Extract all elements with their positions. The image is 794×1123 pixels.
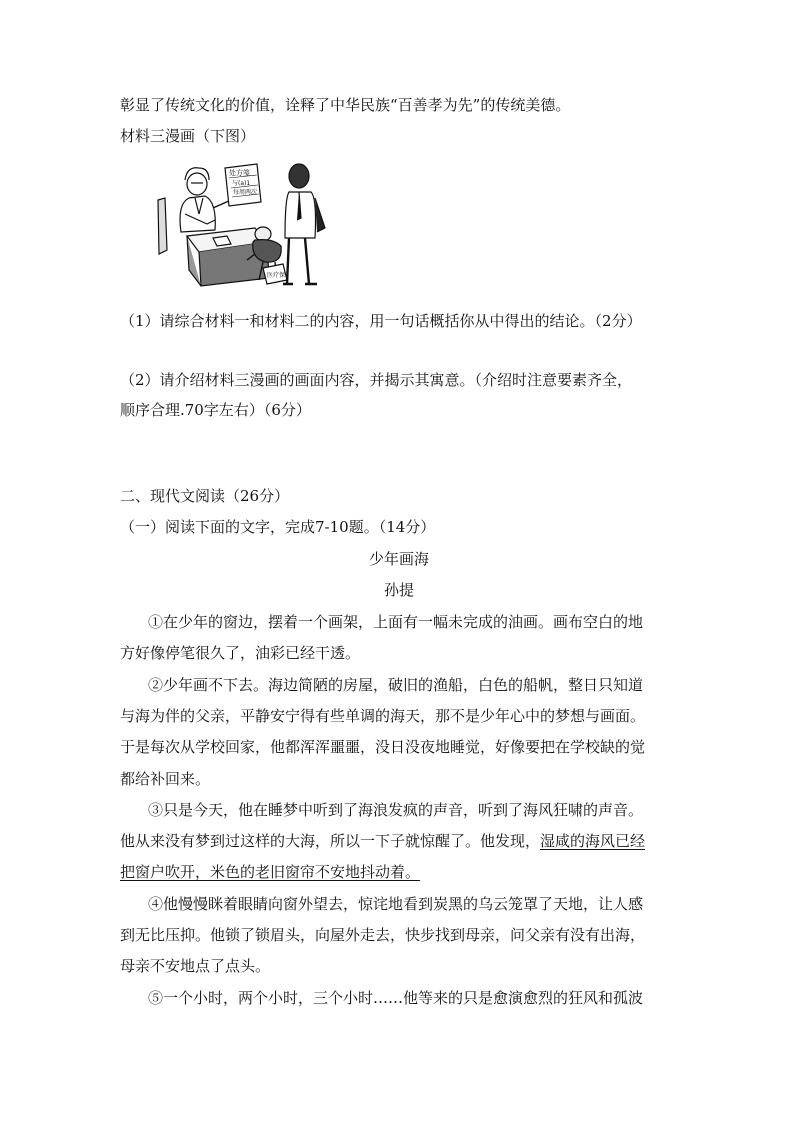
paragraph-2-line-3: 于是每次从学校回家，他都浑浑噩噩，没日没夜地睡觉，好像要把在学校缺的觉 bbox=[120, 738, 646, 756]
paragraph-5-line-1: ⑤一个小时，两个小时，三个小时……他等来的只是愈演愈烈的狂风和孤波 bbox=[148, 989, 644, 1007]
question-1: （1）请综合材料一和材料二的内容，用一句话概括你从中得出的结论。（2分） bbox=[120, 312, 642, 330]
cartoon-prescription-line2: 每周两次 bbox=[233, 189, 258, 196]
paragraph-3-underlined-start: 湿咸的海风已经 bbox=[540, 832, 646, 850]
paragraph-4-line-1: ④他慢慢眯着眼睛向窗外望去，惊诧地看到炭黑的乌云笼罩了天地，让人感 bbox=[148, 895, 644, 913]
paragraph-3-line-3-underlined: 把窗户吹开，米色的老旧窗帘不安地抖动着。 bbox=[120, 863, 421, 881]
article-title: 少年画海 bbox=[369, 550, 430, 568]
paragraph-2-line-1: ②少年画不下去。海边简陋的房屋，破旧的渔船，白色的船帆，整日只知道 bbox=[148, 676, 644, 694]
paragraph-1-line-2: 方好像停笔很久了，油彩已经干透。 bbox=[120, 644, 361, 662]
section-2-heading: 二、现代文阅读（26分） bbox=[120, 487, 290, 505]
question-2-line-1: （2）请介绍材料三漫画的画面内容，并揭示其寓意。（介绍时注意要素齐全， bbox=[120, 371, 633, 389]
paragraph-3-line-2 bbox=[120, 831, 645, 851]
paragraph-3-line-2-plain: 他从来没有梦到过这样的大海，所以一下子就惊醒了。他发现， bbox=[120, 832, 541, 850]
cartoon-illustration bbox=[155, 158, 335, 290]
paragraph-2-line-2: 与海为伴的父亲，平静安宁得有些单调的海天，那不是少年心中的梦想与画面。 bbox=[120, 707, 646, 725]
cartoon-prescription-line1: 与(a)1 bbox=[232, 180, 251, 187]
subsection-1-heading: （一）阅读下面的文字，完成7-10题。（14分） bbox=[120, 518, 436, 536]
cartoon-bag-label: 医疗保 bbox=[267, 272, 286, 279]
paragraph-4-line-3: 母亲不安地点了点头。 bbox=[120, 957, 271, 975]
intro-line: 彰显了传统文化的价值，诠释了中华民族“百善孝为先”的传统美德。 bbox=[120, 96, 571, 114]
article-author: 孙提 bbox=[384, 581, 415, 599]
material3-title: 材料三漫画（下图） bbox=[120, 127, 256, 145]
paragraph-4-line-2: 到无比压抑。他锁了锁眉头，向屋外走去，快步找到母亲，问父亲有没有出海， bbox=[120, 926, 646, 944]
paragraph-2-line-4: 都给补回来。 bbox=[120, 770, 211, 788]
paragraph-3-line-1: ③只是今天，他在睡梦中听到了海浪发疯的声音，听到了海风狂啸的声音。 bbox=[148, 801, 644, 819]
paragraph-1-line-1: ①在少年的窗边，摆着一个画架，上面有一幅未完成的油画。画布空白的地 bbox=[148, 613, 644, 631]
cartoon-prescription-title: 处方笺 bbox=[229, 169, 250, 177]
question-2-line-2: 顺序合理.70字左右）（6分） bbox=[120, 401, 311, 419]
